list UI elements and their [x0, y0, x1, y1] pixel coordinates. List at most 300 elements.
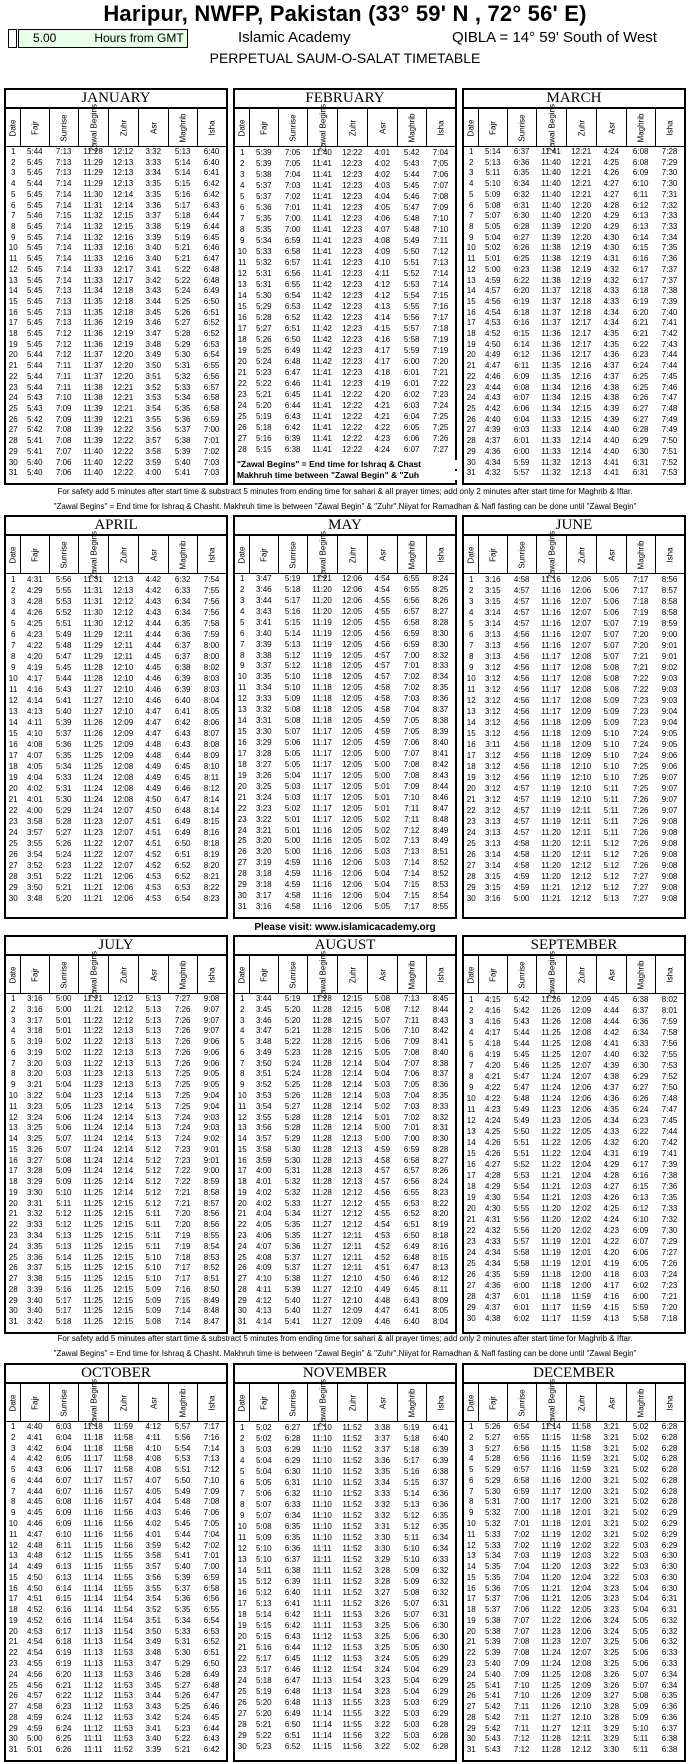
cell: 12:23 — [342, 258, 363, 267]
cell: 6:23 — [632, 350, 649, 360]
cell: 4:46 — [145, 685, 162, 694]
cell: 16 — [8, 1583, 18, 1593]
cell: 4:35 — [603, 1105, 620, 1114]
cell: 5:15 — [284, 617, 301, 627]
cell: 6:32 — [632, 1050, 649, 1059]
cell: 11:37 — [83, 361, 103, 371]
cell: 3:32 — [256, 705, 272, 715]
cell: 12:15 — [571, 404, 592, 414]
cell: 11:14 — [541, 1422, 561, 1431]
cell: 5:10 — [55, 1187, 72, 1197]
column-header — [655, 956, 684, 993]
cell: 5:00 — [284, 847, 301, 857]
month-rows — [464, 994, 684, 1332]
column-header-label: Date — [466, 546, 476, 563]
cell: 7:14 — [55, 189, 72, 199]
table-row — [464, 340, 684, 351]
cell: 3:22 — [256, 814, 272, 824]
table-row — [6, 629, 226, 640]
cell: 8:57 — [203, 1198, 220, 1208]
cell: 24 — [466, 1248, 476, 1257]
cell: 3:28 — [603, 1702, 620, 1712]
table-row — [235, 1199, 455, 1210]
cell: 12:00 — [571, 1475, 592, 1485]
month-name: JULY — [6, 937, 226, 956]
cell: 11:26 — [541, 1006, 561, 1015]
cell: 12:23 — [342, 170, 363, 179]
cell: 4:29 — [485, 1182, 501, 1191]
cell: 12:00 — [571, 1270, 592, 1279]
safety-note-2: For safety add 5 minutes after start time & substract 5 minutes from ending time for sahari & all prayer times; add only 2 minutes after start time for Maghrib & Iftar. — [57, 1334, 633, 1343]
month-table-august — [233, 935, 457, 1334]
cell: 3:30 — [374, 1544, 391, 1553]
cell: 5:04 — [403, 1676, 420, 1685]
cell: 6:19 — [632, 296, 649, 306]
column-header — [168, 1384, 197, 1421]
cell: 5:37 — [55, 729, 72, 738]
cell: 5:12 — [403, 1522, 420, 1531]
cell: 3:30 — [374, 1533, 391, 1542]
cell: 6:30 — [661, 1572, 678, 1582]
cell: 7:12 — [55, 350, 72, 360]
cell: 3:22 — [374, 1742, 391, 1751]
cell: 6:29 — [284, 1445, 301, 1454]
table-row — [6, 1444, 226, 1455]
cell: 6:36 — [661, 1712, 678, 1722]
cell: 12:14 — [342, 1080, 363, 1090]
table-row — [235, 716, 455, 727]
cell: 3:12 — [485, 784, 501, 793]
cell: 11:27 — [312, 1284, 332, 1294]
cell: 11:36 — [541, 329, 561, 339]
cell: 7:50 — [661, 1083, 678, 1092]
cell: 3:59 — [145, 1540, 162, 1550]
cell: 5:41 — [55, 696, 72, 705]
cell: 10 — [466, 243, 476, 253]
cell: 3:58 — [27, 817, 43, 826]
column-header-label: Zuhr — [119, 546, 129, 563]
cell: 9:08 — [661, 839, 678, 848]
table-row — [464, 893, 684, 904]
cell: 5:15 — [403, 1478, 420, 1487]
cell: 5:16 — [174, 189, 191, 199]
cell: 5:52 — [403, 269, 420, 278]
cell: 5:23 — [174, 1723, 191, 1733]
cell: 4:19 — [603, 1259, 620, 1268]
column-header — [49, 956, 78, 993]
table-row — [464, 706, 684, 717]
cell: 11:21 — [541, 1594, 561, 1604]
cell: 12 — [8, 264, 18, 274]
cell: 25 — [8, 1680, 18, 1690]
cell: 3:50 — [145, 361, 162, 371]
cell: 5:31 — [256, 280, 272, 289]
cell: 3:39 — [145, 232, 162, 242]
cell: 3:35 — [145, 189, 162, 199]
cell: 4:01 — [374, 148, 391, 157]
cell: 6:03 — [632, 1270, 649, 1279]
cell: 22 — [466, 371, 476, 381]
cell: 8:18 — [203, 839, 220, 848]
cell: 7:14 — [432, 269, 449, 278]
cell: 12:15 — [113, 1284, 134, 1294]
cell: 7:41 — [661, 1149, 678, 1158]
cell: 12:06 — [571, 1105, 592, 1114]
cell: 11:41 — [312, 368, 332, 377]
cell: 5:56 — [513, 1226, 530, 1235]
table-row — [6, 750, 226, 761]
table-row — [464, 662, 684, 673]
cell: 11:28 — [83, 147, 103, 156]
cell: 12:17 — [113, 275, 134, 285]
cell: 11:38 — [541, 264, 561, 274]
cell: 9:00 — [203, 1166, 220, 1176]
cell: 29 — [8, 1723, 18, 1733]
cell: 5:03 — [403, 1720, 420, 1729]
cell: 6:30 — [432, 1632, 449, 1641]
cell: 5:34 — [256, 236, 272, 245]
cell: 3 — [468, 168, 474, 178]
cell: 3:21 — [603, 1475, 620, 1485]
cell: 6:00 — [632, 1292, 649, 1301]
cell: 4:30 — [485, 1204, 501, 1213]
column-header-label: Fajr — [488, 547, 498, 562]
cell: 11:28 — [312, 1058, 332, 1068]
cell: 5:23 — [284, 1047, 301, 1057]
cell: 7:46 — [661, 382, 678, 392]
cell: 7:24 — [632, 740, 649, 749]
cell: 11:25 — [83, 1284, 103, 1294]
cell: 12 — [237, 269, 247, 278]
table-row — [6, 404, 226, 415]
cell: 5:46 — [403, 192, 420, 201]
cell: 3:16 — [485, 575, 501, 584]
cell: 7:48 — [661, 404, 678, 414]
cell: 11:25 — [541, 1028, 561, 1037]
table-row — [235, 1521, 455, 1532]
table-row — [464, 329, 684, 340]
cell: 4:52 — [27, 1605, 43, 1615]
table-row — [464, 1049, 684, 1060]
table-row — [464, 1573, 684, 1584]
cell: 4:42 — [27, 1454, 43, 1464]
cell: 5:22 — [55, 872, 72, 881]
table-row — [464, 254, 684, 265]
cell: 6:58 — [403, 617, 420, 627]
table-row — [235, 1422, 455, 1433]
cell: 7:10 — [203, 1475, 220, 1485]
cell: 5:19 — [284, 574, 301, 583]
table-row — [6, 308, 226, 319]
table-row — [6, 1123, 226, 1134]
cell: 5:04 — [256, 1467, 272, 1476]
cell: 4:05 — [145, 1486, 162, 1496]
cell: 7:49 — [661, 425, 678, 435]
cell: 7:02 — [403, 683, 420, 693]
cell: 5:09 — [55, 1166, 72, 1176]
cell: 3:22 — [27, 1090, 43, 1100]
cell: 12:14 — [571, 446, 592, 456]
month-rows — [6, 1422, 226, 1760]
cell: 5:13 — [145, 1047, 162, 1057]
cell: 5:51 — [55, 619, 72, 628]
cell: 11:10 — [312, 1467, 332, 1476]
cell: 27 — [466, 425, 476, 435]
cell: 7:00 — [284, 214, 301, 223]
cell: 4:57 — [513, 795, 530, 804]
cell: 6:39 — [174, 674, 191, 683]
cell: 3:13 — [485, 817, 501, 826]
cell: 4:41 — [603, 457, 620, 467]
cell: 24 — [466, 828, 476, 837]
table-row — [235, 1466, 455, 1477]
cell: 11:36 — [541, 339, 561, 349]
cell: 12:08 — [113, 762, 134, 771]
cell: 12:07 — [571, 597, 592, 606]
cell: 12:13 — [342, 1177, 363, 1187]
cell: 12:10 — [571, 784, 592, 793]
cell: 7:26 — [432, 434, 449, 443]
cell: 5:21 — [174, 1745, 191, 1755]
cell: 4:36 — [603, 1094, 620, 1103]
cell: 5:12 — [256, 1588, 272, 1597]
cell: 4:53 — [145, 894, 162, 903]
cell: 5:07 — [603, 630, 620, 639]
cell: 15 — [466, 1572, 476, 1582]
cell: 5:13 — [485, 157, 501, 167]
cell: 3:23 — [256, 803, 272, 813]
cell: 6:09 — [632, 1226, 649, 1235]
cell: 5:03 — [55, 1069, 72, 1079]
cell: 4:37 — [603, 1083, 620, 1092]
cell: 6:25 — [632, 371, 649, 381]
cell: 6:38 — [632, 995, 649, 1004]
column-header — [655, 109, 684, 146]
cell: 5:05 — [284, 748, 301, 758]
cell: 4:21 — [374, 412, 391, 421]
cell: 4:59 — [284, 869, 301, 879]
cell: 3:21 — [603, 1432, 620, 1442]
cell: 6:42 — [203, 1745, 220, 1755]
table-row — [6, 1156, 226, 1167]
cell: 3:17 — [27, 1015, 43, 1025]
cell: 8:32 — [432, 650, 449, 660]
cell: 7:42 — [661, 1138, 678, 1147]
cell: 7:26 — [632, 795, 649, 804]
cell: 12:22 — [342, 445, 363, 454]
table-row — [235, 1587, 455, 1598]
cell: 11:17 — [312, 759, 332, 769]
cell: 11 — [9, 685, 18, 694]
table-row — [6, 684, 226, 695]
cell: 11:41 — [312, 214, 332, 223]
cell: 1 — [10, 994, 16, 1003]
cell: 6:01 — [513, 1303, 530, 1312]
cell: 6:36 — [174, 630, 191, 639]
cell: 31 — [237, 902, 247, 912]
cell: 4:56 — [513, 652, 530, 661]
cell: 5:34 — [55, 762, 72, 771]
cell: 12:08 — [571, 1039, 592, 1048]
cell: 5:35 — [485, 1572, 501, 1582]
cell: 3:37 — [374, 1434, 391, 1443]
column-header-label: Maghrib — [178, 960, 188, 989]
cell: 5:52 — [55, 608, 72, 617]
cell: 7:51 — [661, 446, 678, 456]
table-row — [6, 425, 226, 436]
cell: 4:43 — [485, 393, 501, 403]
cell: 7:44 — [661, 1127, 678, 1136]
cell: 6:29 — [661, 1508, 678, 1518]
cell: 4:46 — [374, 1317, 391, 1327]
month-table-march — [462, 88, 686, 485]
cell: 11:32 — [541, 468, 561, 478]
table-row — [235, 1123, 455, 1134]
cell: 11:55 — [342, 1720, 362, 1729]
cell: 20 — [8, 1198, 18, 1208]
cell: 6:53 — [284, 302, 301, 311]
cell: 3:15 — [485, 586, 501, 595]
table-row — [464, 1497, 684, 1508]
cell: 3:27 — [374, 1588, 391, 1597]
cell: 12:07 — [571, 608, 592, 617]
timezone-checkbox[interactable] — [8, 29, 17, 48]
table-row — [464, 1203, 684, 1214]
cell: 12:09 — [571, 995, 592, 1004]
cell: 4:44 — [145, 619, 162, 628]
cell: 3:54 — [145, 1594, 162, 1604]
cell: 11:53 — [342, 1621, 362, 1630]
cell: 5:59 — [403, 346, 420, 355]
cell: 8:19 — [432, 1220, 449, 1230]
table-row — [464, 265, 684, 276]
cell: 2 — [468, 1006, 474, 1015]
cell: 12:10 — [571, 773, 592, 782]
cell: 11:21 — [541, 883, 561, 892]
cell: 12:14 — [113, 1166, 134, 1176]
timezone-field[interactable] — [18, 29, 188, 48]
cell: 11:19 — [541, 773, 561, 782]
cell: 5 — [10, 1037, 16, 1047]
cell: 5:08 — [374, 1004, 391, 1014]
cell: 6:44 — [203, 221, 220, 231]
cell: 6:46 — [284, 1665, 301, 1674]
cell: 11:18 — [83, 1432, 103, 1442]
table-row — [464, 1681, 684, 1692]
cell: 18 — [466, 1182, 476, 1191]
column-header — [278, 1384, 307, 1421]
table-row — [464, 1291, 684, 1302]
cell: 5:00 — [374, 748, 391, 758]
cell: 11:17 — [83, 1465, 103, 1475]
cell: 6:51 — [174, 850, 191, 859]
cell: 9 — [239, 661, 245, 671]
cell: 11:54 — [113, 1615, 133, 1625]
cell: 12:15 — [342, 1026, 363, 1036]
cell: 5:03 — [632, 1551, 649, 1561]
cell: 5:43 — [485, 1745, 501, 1755]
cell: 5:08 — [603, 663, 620, 672]
cell: 3:14 — [485, 861, 501, 870]
cell: 5:42 — [403, 148, 420, 157]
cell: 11:15 — [83, 1551, 103, 1561]
cell: 7:25 — [432, 412, 449, 421]
column-header — [138, 536, 168, 573]
cell: 4:59 — [27, 1712, 43, 1722]
cell: 3:21 — [603, 1443, 620, 1453]
cell: 12:01 — [571, 1508, 592, 1518]
cell: 4:31 — [485, 1215, 501, 1224]
month-table-october — [4, 1363, 228, 1762]
cell: 3:40 — [145, 243, 162, 253]
cell: 6:43 — [203, 200, 220, 210]
table-row — [464, 805, 684, 816]
cell: 5:31 — [174, 361, 191, 371]
cell: 12:14 — [342, 1101, 363, 1111]
cell: 6:20 — [632, 1138, 649, 1147]
cell: 4:46 — [145, 696, 162, 705]
cell: 5:16 — [256, 1643, 272, 1652]
column-header — [235, 109, 249, 146]
table-row — [235, 367, 455, 378]
cell: 11:16 — [541, 1475, 561, 1485]
cell: 8:51 — [432, 847, 449, 857]
column-header-label: Isha — [207, 546, 217, 563]
cell: 11:18 — [312, 705, 332, 715]
cell: 5:02 — [284, 803, 301, 813]
cell: 5:08 — [374, 994, 391, 1003]
cell: 11:38 — [541, 254, 561, 264]
cell: 9 — [468, 1508, 474, 1518]
cell: 15 — [8, 1144, 18, 1154]
cell: 6:42 — [284, 1621, 301, 1630]
cell: 3:59 — [145, 457, 162, 467]
cell: 5:27 — [256, 324, 272, 333]
cell: 4:04 — [374, 192, 391, 201]
cell: 7:11 — [433, 236, 449, 245]
cell: 5 — [468, 1039, 474, 1048]
column-header-label: Zuhr — [348, 546, 358, 563]
cell: 7:05 — [203, 1518, 220, 1528]
cell: 5:27 — [485, 1443, 501, 1453]
cell: 12:21 — [571, 157, 592, 167]
cell: 12:18 — [113, 296, 134, 306]
cell: 6:49 — [174, 817, 191, 826]
table-row — [464, 1225, 684, 1236]
cell: 6:03 — [403, 401, 420, 410]
cell: 7:13 — [55, 307, 72, 317]
cell: 12:19 — [113, 339, 134, 349]
cell: 6:30 — [432, 1621, 449, 1630]
cell: 11:27 — [312, 1231, 332, 1241]
cell: 6:34 — [284, 1511, 301, 1520]
cell: 5:08 — [145, 1317, 162, 1327]
column-header-label: Zuhr — [348, 1394, 358, 1411]
cell: 22 — [8, 1648, 18, 1658]
cell: 5:11 — [603, 817, 619, 826]
cell: 5:12 — [603, 839, 620, 848]
timezone-value: 5.00 — [33, 31, 57, 45]
cell: 8:32 — [432, 1112, 449, 1122]
cell: 5:42 — [27, 414, 43, 424]
cell: 7:08 — [432, 192, 449, 201]
cell: 7:40 — [661, 307, 678, 317]
cell: 4:34 — [485, 457, 501, 467]
cell: 4:22 — [27, 641, 43, 650]
cell: 11:15 — [541, 1443, 561, 1453]
cell: 11:17 — [312, 803, 332, 813]
cell: 4:59 — [374, 738, 391, 748]
